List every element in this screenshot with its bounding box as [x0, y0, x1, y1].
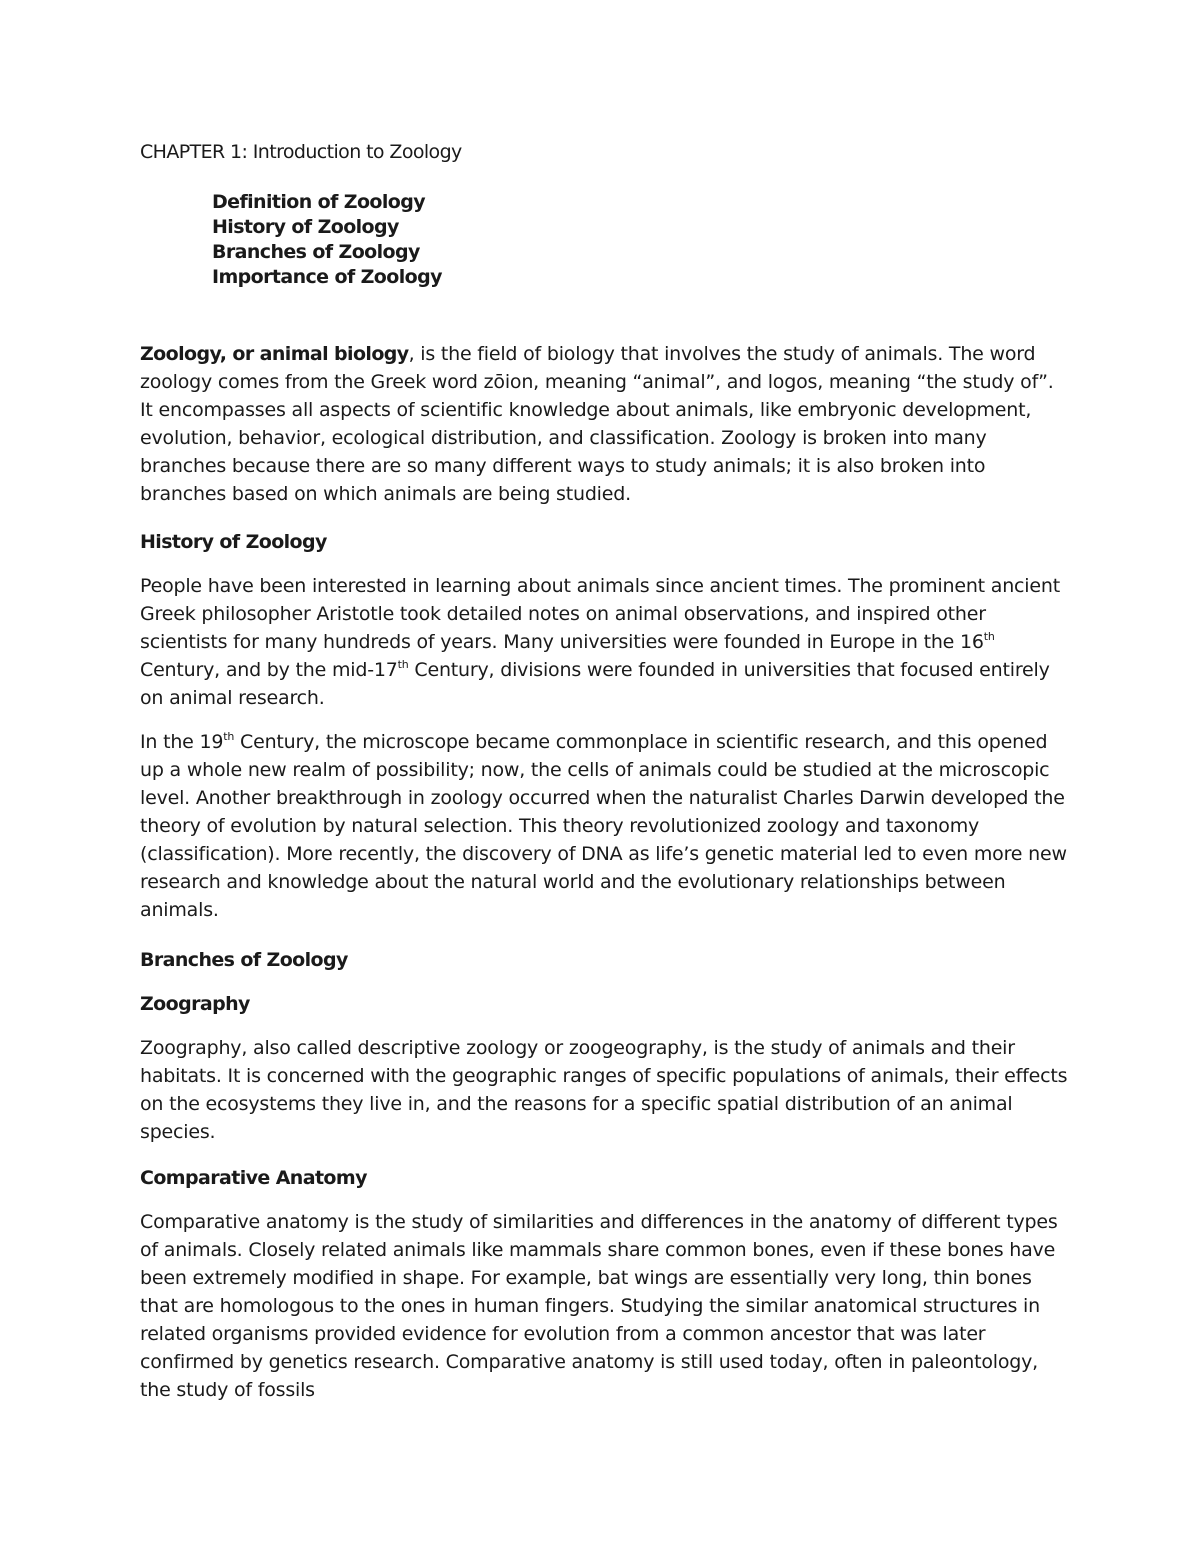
- history-p1-sup-1: th: [983, 630, 995, 643]
- intro-paragraph: [140, 340, 1070, 508]
- history-p1-text-c: Century, divisions were founded in universities that focused entirely on animal research.: [140, 659, 1050, 709]
- history-p2-text-a: In the 19: [140, 731, 224, 753]
- zoography-paragraph: Zoography, also called descriptive zoology or zoogeography, is the study of animals and their habitats. It is concerned with the geographic ranges of specific populations of animals, their effects on the ecosystems they live in, and the reasons for a specific spatial distribution of an animal species.: [140, 1037, 1068, 1143]
- history-p1-text-a: People have been interested in learning about animals since ancient times. The prominent ancient Greek philosopher Aristotle took detailed notes on animal observations, and inspired other scientists for many hundreds of years. Many universities were founded in Europe in the 16: [140, 575, 1060, 653]
- branches-heading: Branches of Zoology: [140, 949, 348, 971]
- history-heading: History of Zoology: [140, 531, 327, 553]
- history-p2-sup: th: [223, 730, 235, 743]
- history-paragraph-1: [140, 572, 1070, 712]
- comparative-anatomy-paragraph: Comparative anatomy is the study of similarities and differences in the anatomy of different types of animals. Closely related animals like mammals share common bones, even if these bones have been extremely modified in shape. For example, bat wings are essentially very long, thin bones that are homologous to the ones in human fingers. Studying the similar anatomical structures in related organisms provided evidence for evolution from a common ancestor that was later confirmed by genetics research. Comparative anatomy is still used today, often in paleontology, the study of fossils: [140, 1211, 1058, 1401]
- toc-item-importance: Importance of Zoology: [212, 266, 442, 288]
- history-p2-text-b: Century, the microscope became commonplace in scientific research, and this opened up a whole new realm of possibility; now, the cells of animals could be studied at the microscopic level. Another breakthrough in zoology occurred when the naturalist Charles Darwin developed the theory of evolution by natural selection. This theory revolutionized zoology and taxonomy (classification). More recently, the discovery of DNA as life’s genetic material led to even more new research and knowledge about the natural world and the evolutionary relationships between animals.: [140, 731, 1067, 921]
- table-of-contents: [212, 190, 1070, 290]
- history-paragraph-2: [140, 728, 1070, 924]
- toc-item-branches: Branches of Zoology: [212, 241, 420, 263]
- chapter-title: CHAPTER 1: Introduction to Zoology: [140, 141, 462, 163]
- intro-text: , is the field of biology that involves the study of animals. The word zoology comes from the Greek word zōion, meaning “animal”, and logos, meaning “the study of”. It encompasses all aspects of scientific knowledge about animals, like embryonic development, evolution, behavior, ecological distribution, and classification. Zoology is broken into many branches because there are so many different ways to study animals; it is also broken into branches based on which animals are being studied.: [140, 343, 1054, 505]
- comparative-anatomy-heading: Comparative Anatomy: [140, 1167, 367, 1189]
- toc-item-history: History of Zoology: [212, 216, 399, 238]
- history-p1-text-b: Century, and by the mid-17: [140, 659, 398, 681]
- history-p1-sup-2: th: [397, 658, 409, 671]
- intro-lead: Zoology, or animal biology: [140, 343, 409, 365]
- document-content: [140, 140, 1070, 1404]
- toc-item-definition: Definition of Zoology: [212, 191, 426, 213]
- zoography-heading: Zoography: [140, 993, 250, 1015]
